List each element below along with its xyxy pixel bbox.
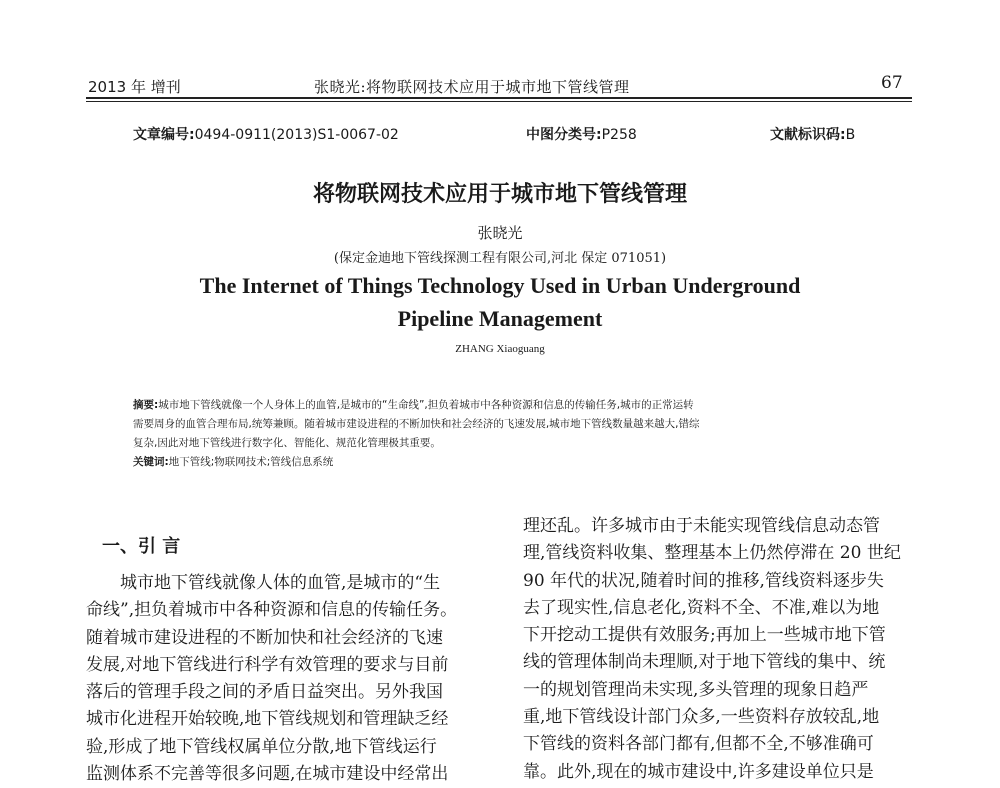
body-line: 靠。此外,现在的城市建设中,许多建设单位只是 bbox=[523, 761, 874, 782]
body-line: 下管线的资料各部门都有,但都不全,不够准确可 bbox=[523, 734, 874, 755]
body-line: 理,管线资料收集、整理基本上仍然停滞在 20 世纪 bbox=[523, 543, 901, 564]
body-line: 命线”,担负着城市中各种资源和信息的传输任务。 bbox=[86, 600, 458, 621]
header-year-issue: 2013 年 增刊 bbox=[88, 78, 181, 96]
body-line: 重,地下管线设计部门众多,一些资料存放较乱,地 bbox=[523, 707, 880, 728]
document-code bbox=[770, 124, 855, 144]
author-en: ZHANG Xiaoguang bbox=[455, 343, 545, 355]
body-line: 一的规划管理尚未实现,多头管理的现象日趋严 bbox=[523, 679, 869, 700]
clc-value: P258 bbox=[601, 127, 637, 143]
body-line: 发展,对地下管线进行科学有效管理的要求与目前 bbox=[86, 654, 449, 675]
affiliation-cn: (保定金迪地下管线探测工程有限公司,河北 保定 071051) bbox=[333, 251, 667, 266]
clc-number bbox=[526, 124, 637, 144]
body-line: 理还乱。许多城市由于未能实现管线信息动态管 bbox=[523, 516, 880, 536]
author-cn: 张晓光 bbox=[477, 224, 523, 242]
body-line: 验,形成了地下管线权属单位分散,地下管线运行 bbox=[86, 736, 437, 757]
abstract-line-2: 需要周身的血管合理布局,统筹兼顾。随着城市建设进程的不断加快和社会经济的飞速发展,城市地下管线数量越来越大,错综 bbox=[133, 418, 700, 430]
title-cn: 将物联网技术应用于城市地下管线管理 bbox=[312, 181, 687, 207]
body-line: 下开挖动工提供有效服务;再加上一些城市地下管 bbox=[523, 625, 886, 646]
body-line: 落后的管理手段之间的矛盾日益突出。另外我国 bbox=[86, 682, 443, 703]
article-number-label: 文章编号: bbox=[133, 127, 195, 143]
title-en-line-1: The Internet of Things Technology Used in Urban Underground bbox=[199, 273, 801, 298]
abstract-text-1: 城市地下管线就像一个人身体上的血管,是城市的“生命线”,担负着城市中各种资源和信息的传输任务,城市的正常运转 bbox=[158, 399, 694, 411]
page-number: 67 bbox=[881, 73, 903, 93]
right-column bbox=[523, 513, 918, 786]
body-line: 线的管理体制尚未理顺,对于地下管线的集中、统 bbox=[523, 652, 886, 673]
header-rule-thick bbox=[86, 97, 912, 99]
title-en-line-2: Pipeline Management bbox=[397, 306, 603, 331]
section-heading-introduction: 一、引 言 bbox=[102, 536, 181, 557]
abstract-line-3: 复杂,因此对地下管线进行数字化、智能化、规范化管理极其重要。 bbox=[133, 437, 441, 449]
body-line: 90 年代的状况,随着时间的推移,管线资料逐步失 bbox=[523, 570, 884, 591]
abstract bbox=[133, 396, 873, 472]
clc-label: 中图分类号: bbox=[526, 127, 602, 143]
article-number bbox=[133, 124, 399, 144]
abstract-label: 摘要: bbox=[133, 399, 159, 411]
keywords-label: 关键词: bbox=[133, 456, 169, 468]
body-line: 城市地下管线就像人体的血管,是城市的“生 bbox=[120, 573, 441, 593]
left-column bbox=[86, 570, 494, 788]
body-line: 监测体系不完善等很多问题,在城市建设中经常出 bbox=[86, 764, 449, 785]
keywords bbox=[133, 453, 873, 472]
body-line: 随着城市建设进程的不断加快和社会经济的飞速 bbox=[86, 627, 443, 648]
header-rule-thin bbox=[86, 101, 912, 102]
running-title: 张晓光:将物联网技术应用于城市地下管线管理 bbox=[314, 78, 630, 96]
body-line: 城市化进程开始较晚,地下管线规划和管理缺乏经 bbox=[86, 709, 449, 730]
document-code-value: B bbox=[845, 127, 856, 143]
body-line: 去了现实性,信息老化,资料不全、不准,难以为地 bbox=[523, 597, 880, 618]
article-number-value: 0494-0911(2013)S1-0067-02 bbox=[194, 127, 399, 143]
document-code-label: 文献标识码: bbox=[770, 127, 846, 143]
abstract-line-1 bbox=[133, 396, 873, 415]
keywords-text: 地下管线;物联网技术;管线信息系统 bbox=[168, 456, 334, 468]
